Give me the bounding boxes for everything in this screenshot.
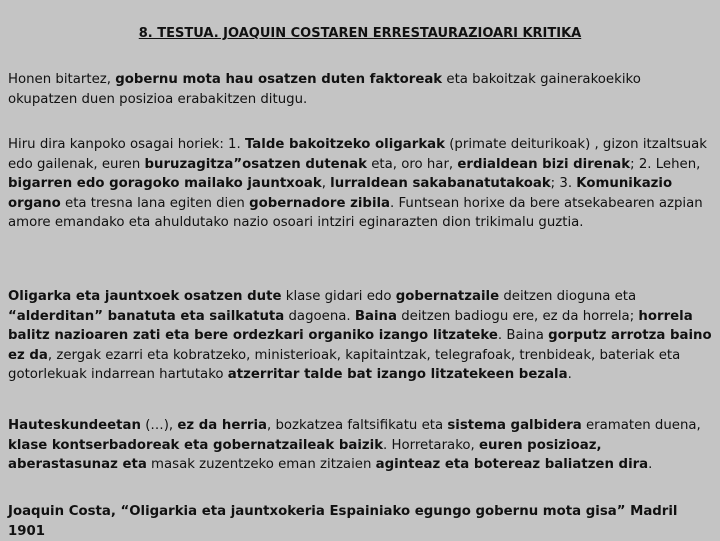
text-run: (…), — [140, 418, 178, 433]
text-run: . — [567, 367, 572, 382]
paragraph-intro — [8, 70, 714, 109]
text-run: , bozkatzea faltsifikatu eta — [266, 418, 448, 433]
text-run: Joaquin Costa, “Oligarkia eta jauntxokeria Espainiako egungo gobernu mota gisa” Madril 1901 — [8, 504, 678, 539]
text-run: eramaten duena, — [581, 418, 701, 433]
text-run: ; 2. Lehen, — [630, 156, 701, 172]
text-run: horrela balitz nazioaren zati eta bere ordezkari organiko izango litzateke — [8, 308, 693, 343]
text-run: “alderditan” banatuta eta sailkatuta — [8, 308, 285, 324]
text-run: buruzagitza”osatzen dutenak — [144, 156, 367, 172]
text-run: ; 3. — [550, 176, 577, 191]
text-run: aginteaz eta botereaz baliatzen dira — [375, 457, 649, 472]
source-citation — [8, 502, 714, 541]
text-run: eta tresna lana egiten dien — [60, 195, 250, 211]
text-run: . Horretarako, — [383, 437, 480, 453]
text-run: sistema galbidera — [447, 418, 582, 433]
text-run: (primate deiturikoak) , gizon itzaltsuak edo gailenak, euren — [8, 137, 707, 172]
paragraph-components — [8, 135, 714, 233]
text-run: deitzen dioguna eta — [499, 289, 637, 304]
text-run: Hiru dira kanpoko osagai horiek: 1. — [8, 137, 245, 152]
text-run: gorputz arrotza baino ez da — [8, 328, 712, 363]
text-run: Honen bitartez, — [8, 72, 116, 87]
text-run: bigarren edo goragoko mailako jauntxoak — [8, 176, 322, 191]
text-run: ez da herria — [177, 418, 267, 433]
text-run: masak zuzentzeko eman zitzaien — [146, 457, 376, 472]
text-run: . Baina — [497, 328, 549, 343]
text-run: . Funtsean horixe da bere atsekabearen azpian amore emandako eta ahuldutako nazio osoari intziri eginarazten dion trikimalu guztia. — [8, 195, 703, 230]
text-run: Oligarka eta jauntxoek osatzen dute — [8, 289, 282, 304]
text-run: Baina — [354, 308, 397, 324]
text-run: gobernu mota hau osatzen duten faktoreak — [115, 72, 443, 87]
text-run: , zergak ezarri eta kobratzeko, ministerioak, kapitaintzak, telegrafoak, trenbideak, bateriak eta gotorlekuak indarrean hartutako — [8, 347, 681, 382]
text-run: gobernadore zibila — [249, 195, 391, 211]
text-run: eta, oro har, — [366, 156, 458, 172]
text-run: Komunikazio organo — [8, 176, 673, 211]
text-run: gobernatzaile — [395, 289, 500, 304]
text-run: Hauteskundeetan — [8, 418, 141, 433]
text-run: dagoena. — [284, 308, 355, 324]
text-run: lurraldean sakabanatutakoak — [330, 176, 551, 191]
text-run: eta bakoitzak gainerakoekiko okupatzen duen posizioa erabakitzen ditugu. — [8, 72, 641, 107]
document-title — [0, 26, 720, 41]
text-run: erdialdean bizi direnak — [457, 156, 631, 172]
text-run: klase kontserbadoreak eta gobernatzaileak baizik — [8, 437, 384, 453]
text-run: . — [648, 457, 653, 472]
text-run: euren posizioaz, aberastasunaz eta — [8, 437, 602, 472]
paragraph-elections — [8, 416, 714, 475]
text-run: klase gidari edo — [281, 289, 396, 304]
text-run: deitzen badiogu ere, ez da horrela; — [396, 308, 639, 324]
text-run: atzerritar talde bat izango litzatekeen bezala — [227, 367, 568, 382]
document-title-text: 8. TESTUA. JOAQUIN COSTAREN ERRESTAURAZIOARI KRITIKA — [138, 26, 582, 41]
text-run: Talde bakoitzeko oligarkak — [244, 137, 445, 152]
text-run: , — [321, 176, 331, 191]
paragraph-ruling-class — [8, 287, 714, 385]
